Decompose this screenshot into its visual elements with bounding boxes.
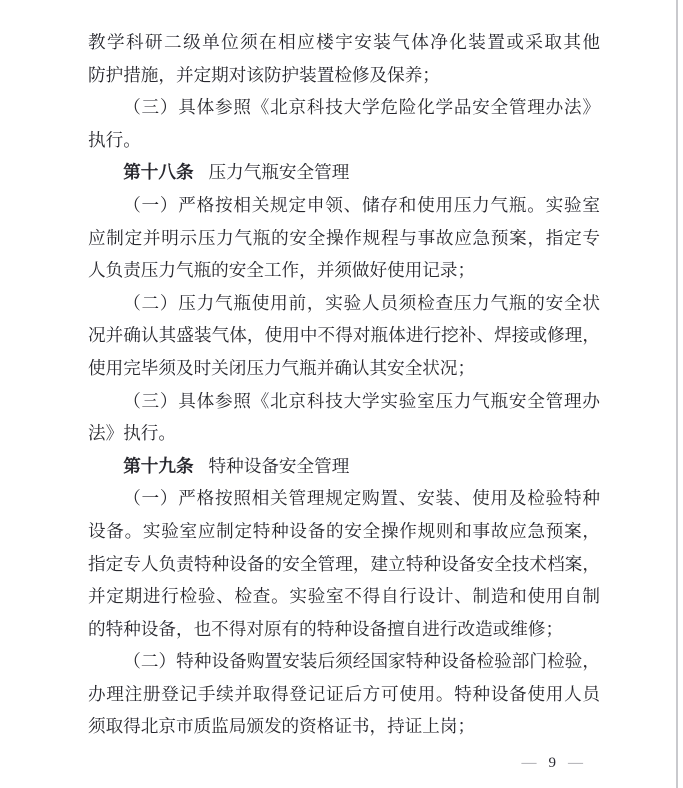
text-line: 法》执行。 [88,423,176,444]
document-body [88,26,600,743]
scan-edge-line [676,0,678,788]
text-line: 执行。 [88,129,141,150]
text-line: 应制定并明示压力气瓶的安全操作规程与事故应急预案，指定专 [88,227,600,248]
text-line: 须取得北京市质监局颁发的资格证书，持证上岗； [88,716,476,737]
page-number: 9 [548,755,556,771]
article-title: 压力气瓶安全管理 [208,162,350,183]
text-line: 指定专人负责特种设备的安全管理，建立特种设备安全技术档案， [88,553,600,574]
article-number: 第十九条 [123,455,194,476]
text-line: （二）特种设备购置安装后须经国家特种设备检验部门检验， [123,651,600,672]
text-line: （一）严格按照相关管理规定购置、安装、使用及检验特种 [123,488,600,509]
article-heading [88,156,600,189]
text-line: 的特种设备，也不得对原有的特种设备擅自进行改造或维修； [88,618,564,639]
article-number: 第十八条 [123,162,194,183]
text-line: 教学科研二级单位须在相应楼宇安装气体净化装置或采取其他 [88,32,600,52]
footer-dash-left: — [521,755,537,771]
text-line: 防护措施，并定期对该防护装置检修及保养； [88,64,440,85]
text-line: （三）具体参照《北京科技大学实验室压力气瓶安全管理办 [123,390,600,411]
text-line: 设备。实验室应制定特种设备的安全操作规则和事故应急预案， [88,520,600,541]
text-line: （二）压力气瓶使用前，实验人员须检查压力气瓶的安全状 [123,292,600,313]
text-line: 况并确认其盛装气体，使用中不得对瓶体进行挖补、焊接或修理， [88,325,600,346]
article-heading [88,450,600,483]
footer-dash-right: — [568,755,583,771]
text-line: 人负责压力气瓶的安全工作，并须做好使用记录； [88,260,476,281]
text-line: （一）严格按相关规定申领、储存和使用压力气瓶。实验室 [123,194,600,215]
text-line: 办理注册登记手续并取得登记证后方可使用。特种设备使用人员 [88,683,600,704]
text-line: （三）具体参照《北京科技大学危险化学品安全管理办法》 [123,97,600,118]
article-title: 特种设备安全管理 [208,455,350,476]
text-line: 并定期进行检验、检查。实验室不得自行设计、制造和使用自制 [88,586,600,607]
text-line: 使用完毕须及时关闭压力气瓶并确认其安全状况； [88,357,476,378]
page-footer [522,755,584,772]
